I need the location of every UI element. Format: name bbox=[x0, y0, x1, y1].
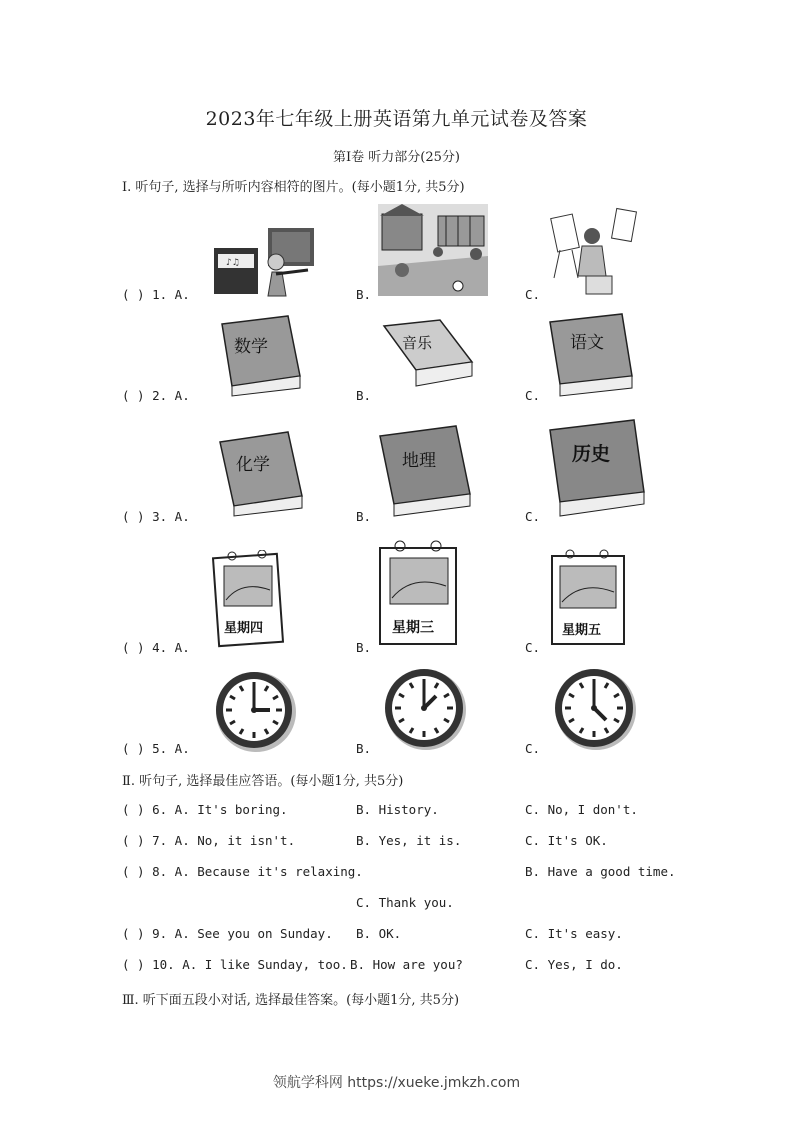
book-picture-c2 bbox=[546, 312, 638, 398]
part3-heading: Ⅲ. 听下面五段小对话, 选择最佳答案。(每小题1分, 共5分) bbox=[122, 993, 460, 1008]
calendar-day-text: 星期三 bbox=[392, 620, 434, 636]
q9-label: ( ) 9. A. See you on Sunday. bbox=[122, 926, 333, 941]
q4-option-c: C. bbox=[525, 640, 541, 655]
book-title-text: 化学 bbox=[236, 455, 270, 475]
book-title-text: 语文 bbox=[570, 333, 604, 353]
q4-label: ( ) 4. A. bbox=[122, 640, 190, 655]
q2-option-b: B. bbox=[356, 388, 372, 403]
book-picture-c3 bbox=[546, 418, 650, 518]
q3-option-b: B. bbox=[356, 509, 372, 524]
q7-option-b: B. Yes, it is. bbox=[356, 833, 462, 848]
part1-heading: Ⅰ. 听句子, 选择与所听内容相符的图片。(每小题1分, 共5分) bbox=[122, 180, 465, 195]
page-title: 2023年七年级上册英语第九单元试卷及答案 bbox=[205, 108, 588, 130]
part2-heading: Ⅱ. 听句子, 选择最佳应答语。(每小题1分, 共5分) bbox=[122, 774, 404, 789]
q9-option-b: B. OK. bbox=[356, 926, 402, 941]
q6-option-b: B. History. bbox=[356, 802, 439, 817]
q9-option-c: C. It's easy. bbox=[525, 926, 623, 941]
book-title-text: 历史 bbox=[572, 443, 611, 465]
painting-picture bbox=[548, 206, 638, 296]
q1-option-c: C. bbox=[525, 287, 541, 302]
q5-option-c: C. bbox=[525, 741, 541, 756]
q6-label: ( ) 6. A. It's boring. bbox=[122, 802, 288, 817]
footer-watermark: 领航学科网 https://xueke.jmkzh.com bbox=[272, 1075, 521, 1091]
book-title-text: 地理 bbox=[402, 451, 436, 471]
section-subtitle: 第Ⅰ卷 听力部分(25分) bbox=[333, 150, 460, 165]
q10-option-c: C. Yes, I do. bbox=[525, 957, 623, 972]
q3-option-c: C. bbox=[525, 509, 541, 524]
clock-picture-a5 bbox=[212, 668, 298, 754]
calendar-picture-a4 bbox=[212, 550, 292, 650]
q8-option-b: B. Have a good time. bbox=[525, 864, 676, 879]
q10-label: ( ) 10. A. I like Sunday, too. bbox=[122, 957, 348, 972]
svg-text:♪♫: ♪♫ bbox=[226, 258, 240, 268]
q10-option-b: B. How are you? bbox=[350, 957, 463, 972]
q5-option-b: B. bbox=[356, 741, 372, 756]
book-picture-a3 bbox=[214, 430, 306, 518]
q3-label: ( ) 3. A. bbox=[122, 509, 190, 524]
playground-picture bbox=[378, 204, 488, 296]
book-picture-a2 bbox=[214, 314, 304, 398]
q7-option-c: C. It's OK. bbox=[525, 833, 608, 848]
calendar-picture-c4 bbox=[548, 548, 630, 650]
q1-option-b: B. bbox=[356, 287, 372, 302]
clock-picture-b5 bbox=[380, 664, 468, 752]
q8-label: ( ) 8. A. Because it's relaxing. bbox=[122, 864, 363, 879]
book-title-text: 音乐 bbox=[402, 334, 433, 352]
violin-picture bbox=[212, 226, 316, 298]
q7-label: ( ) 7. A. No, it isn't. bbox=[122, 833, 296, 848]
calendar-day-text: 星期五 bbox=[562, 623, 602, 638]
book-picture-b3 bbox=[376, 424, 474, 518]
clock-picture-c5 bbox=[550, 664, 638, 752]
q2-option-c: C. bbox=[525, 388, 541, 403]
q8-option-c: C. Thank you. bbox=[356, 895, 454, 910]
q4-option-b: B. bbox=[356, 640, 372, 655]
q5-label: ( ) 5. A. bbox=[122, 741, 190, 756]
q6-option-c: C. No, I don't. bbox=[525, 802, 638, 817]
calendar-picture-b4 bbox=[376, 540, 462, 650]
book-title-text: 数学 bbox=[234, 337, 268, 357]
q2-label: ( ) 2. A. bbox=[122, 388, 190, 403]
q1-label: ( ) 1. A. bbox=[122, 287, 190, 302]
calendar-day-text: 星期四 bbox=[224, 621, 264, 636]
book-picture-b2 bbox=[380, 318, 476, 390]
